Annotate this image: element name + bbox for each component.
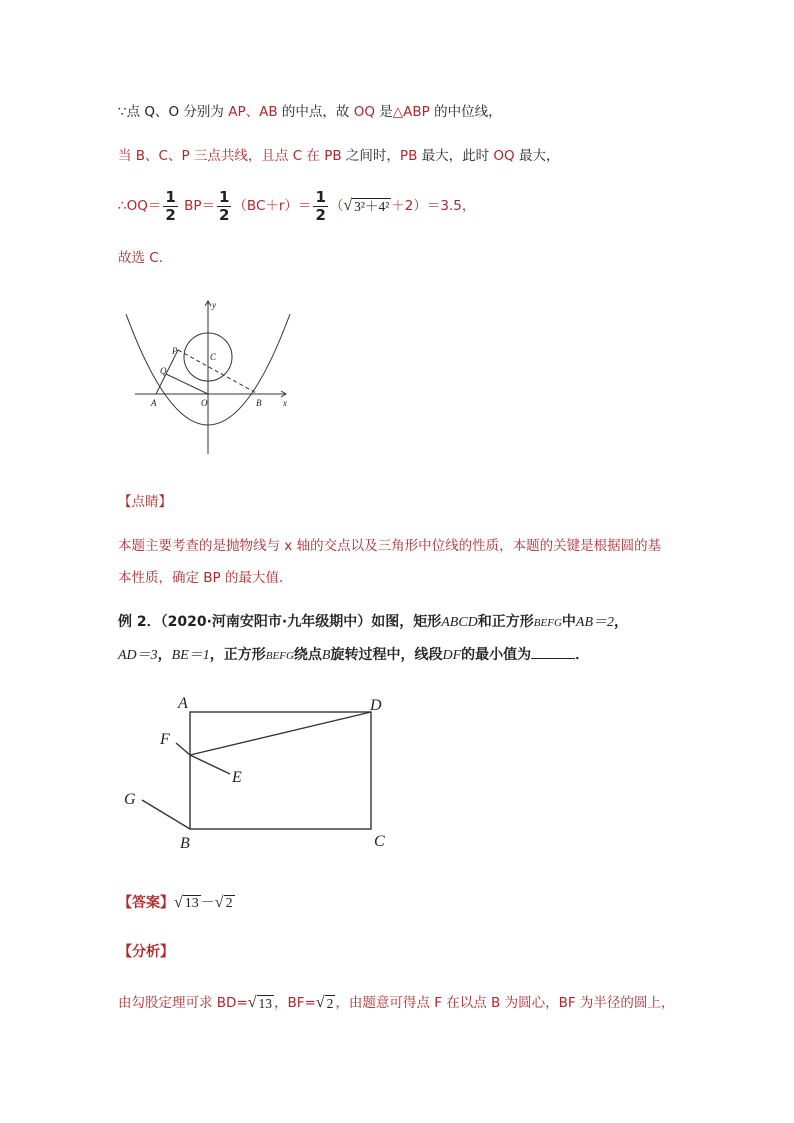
text: △ABP [392, 104, 430, 120]
text: （ [329, 198, 344, 214]
math: DF [442, 648, 462, 663]
text: OQ [353, 104, 375, 120]
text: 旋转过程中，线段 [330, 647, 443, 663]
math: ABCD [441, 615, 478, 630]
answer-blank [531, 644, 575, 659]
example2-line-2 [118, 644, 589, 666]
text: 故选 C． [118, 250, 173, 266]
segment-f-top [176, 743, 190, 755]
text: 之间时， [341, 148, 400, 164]
math: BEFG [533, 617, 562, 629]
math: B [321, 648, 331, 663]
text: 最大，此时 [417, 148, 494, 164]
text: 的中位线， [429, 104, 502, 120]
math: BEFG [265, 650, 294, 662]
answer-header: 【答案】 [118, 895, 174, 911]
analysis-text [118, 993, 674, 1013]
math: AD＝3 [118, 648, 158, 663]
label-o: O [201, 398, 208, 408]
text: 的最小值为 [461, 647, 532, 663]
text: ∴OQ＝ [118, 198, 162, 214]
text: （BC＋r）＝ [233, 198, 312, 214]
segment-pb-dashed [178, 350, 258, 394]
label-e: E [232, 769, 242, 786]
text: ， [157, 647, 172, 663]
text: PB [399, 148, 418, 164]
label-y: y [212, 300, 216, 310]
sqrt-expression: √ 3²＋4² [343, 197, 390, 214]
label-g: G [124, 791, 136, 808]
text: － [200, 895, 215, 911]
label-c: C [210, 352, 217, 362]
solution-line-4 [118, 248, 172, 268]
answer-line [118, 893, 235, 913]
example2-line-1 [118, 612, 628, 633]
rectangle-abcd [190, 712, 371, 829]
label-a: A [151, 398, 157, 408]
text: 是 [374, 104, 393, 120]
text: AP、AB [228, 104, 278, 120]
segment-gb [142, 800, 190, 829]
label-q: Q [160, 366, 167, 376]
math: BE＝1 [171, 648, 210, 663]
solution-line-2 [118, 146, 559, 166]
text: 例 2．（2020·河南安阳市·九年级期中）如图，矩形 [118, 614, 442, 630]
label-d: D [370, 697, 382, 714]
segment-qa [156, 374, 166, 394]
figure-parabola [118, 296, 298, 456]
text: 由勾股定理可求 BD= [118, 995, 248, 1011]
segment-fd [190, 712, 371, 755]
label-b: B [180, 835, 190, 852]
comment-text-2 [118, 568, 293, 588]
math: AB＝2 [575, 615, 614, 630]
label-a: A [178, 695, 188, 712]
text: 最大， [514, 148, 560, 164]
fraction-half: $\frac{1}{2}$ [165, 187, 176, 224]
label-f: F [160, 731, 170, 748]
analysis-header [118, 942, 174, 962]
comment-header [118, 492, 172, 512]
sqrt-13: √ 13 [247, 994, 273, 1011]
text: BP [203, 570, 221, 586]
text: 的中点，故 [277, 104, 354, 120]
text: ∵点 Q、O 分别为 [118, 104, 229, 120]
text: BP＝ [179, 198, 215, 214]
fraction-half: $\frac{1}{2}$ [315, 187, 326, 224]
label-c: C [374, 833, 385, 850]
text: 绕点 [293, 647, 322, 663]
sqrt-13: √ 13 [174, 894, 199, 911]
solution-line-3 [118, 188, 475, 224]
label-b: B [256, 398, 262, 408]
text: PB [324, 148, 342, 164]
comment-text-1 [118, 536, 661, 556]
fraction-half: $\frac{1}{2}$ [218, 187, 230, 224]
text: 【点睛】 [118, 494, 172, 510]
text: ，正方形 [209, 647, 266, 663]
text: 【分析】 [118, 944, 174, 960]
sqrt-2: √ 2 [214, 894, 233, 911]
sqrt-2: √ 2 [315, 994, 334, 1011]
solution-line-1 [118, 102, 502, 122]
text: OQ [493, 148, 515, 164]
segment-fe [190, 755, 230, 774]
text: 的最大值． [220, 570, 293, 586]
text: 中 [561, 614, 576, 630]
label-x: x [283, 398, 287, 408]
text: 本性质，确定 [118, 570, 204, 586]
segment-qo [166, 374, 208, 394]
text: ，由题意可得点 F 在以点 B 为圆心，BF 为半径的圆上， [335, 995, 675, 1011]
figure-rectangle [118, 690, 408, 860]
text: ． [575, 647, 590, 663]
text: 本题主要考查的是抛物线与 x 轴的交点以及三角形中位线的性质，本题的关键是根据圆的基 [118, 538, 662, 554]
text: 当 B、C、P 三点共线，且点 C 在 [118, 148, 325, 164]
text: ， [614, 614, 628, 630]
label-p: P [172, 346, 178, 356]
text: ＋2）＝3.5， [391, 198, 476, 214]
text: 和正方形 [477, 614, 534, 630]
text: ，BF= [274, 995, 316, 1011]
